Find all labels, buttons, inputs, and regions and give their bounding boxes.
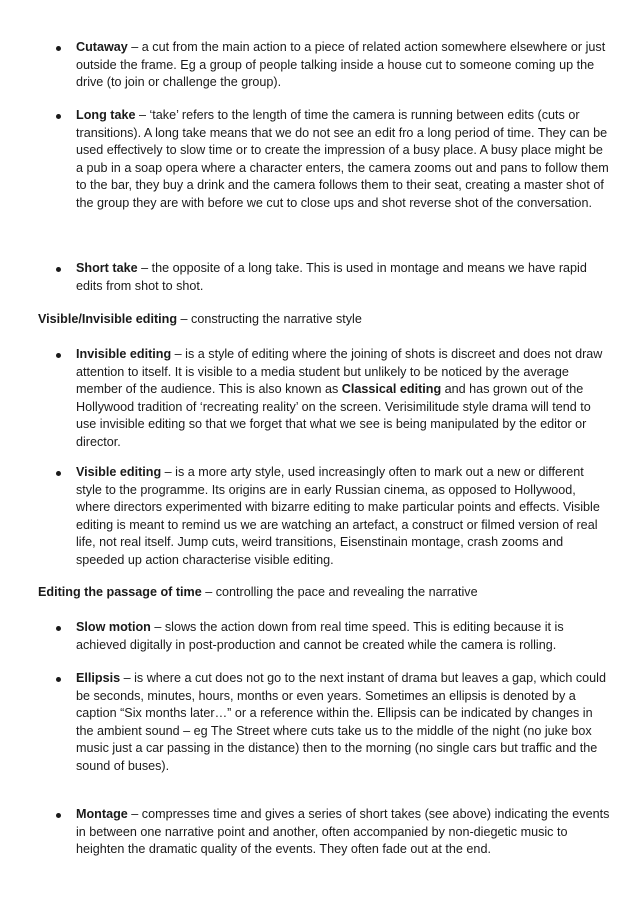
definition-invisible-a: – is a style of editing where the joining of shots is discreet and does not draw attention to itself. It is visible to a media student but unlikely to be noticed by the average member of the audience. This is also known as [76,347,603,397]
section-heading-passage-of-time [38,584,618,602]
term-short-take: Short take [76,261,138,275]
term-ellipsis: Ellipsis [76,671,121,685]
bullet-icon [56,353,61,358]
term-slow-motion: Slow motion [76,620,151,634]
list-item-short-take [56,260,611,295]
term-invisible-editing: Invisible editing [76,347,172,361]
heading-term: Editing the passage of time [38,585,202,599]
list-item-long-take [56,107,611,213]
term-long-take: Long take [76,108,136,122]
definition-cutaway: – a cut from the main action to a piece of related action somewhere elsewhere or just outside the frame. Eg a group of people talking inside a house cut to someone coming up the drive (to join or challenge the group). [76,40,606,90]
term-visible-editing: Visible editing [76,465,162,479]
bullet-icon [56,267,61,272]
term-montage: Montage [76,807,128,821]
heading-term: Visible/Invisible editing [38,312,178,326]
bullet-icon [56,46,61,51]
term-cutaway: Cutaway [76,40,128,54]
list-item-slow-motion [56,619,611,654]
definition-ellipsis: – is where a cut does not go to the next instant of drama but leaves a gap, which could be seconds, minutes, hours, months or even years. Sometimes an ellipsis is denoted by a caption “Six months later…” or a reference within the. Ellipsis can be indicated by changes in the ambient sound – eg The Street where cuts take us to the middle of the night (no juke box music just a car passing in the distance) then to the morning (no single cars but traffic and the sound of buses). [76,671,606,773]
list-item-visible-editing [56,464,611,570]
definition-visible-editing: – is a more arty style, used increasingly often to mark out a new or different style to the programme. Its origins are in early Russian cinema, as opposed to Hollywood, where directors experimented with bizarre editing to make particular points and effects. Visible editing is meant to remind us we are watching an artefact, a construct or filmed version of real life, not real itself. Jump cuts, weird transitions, Eisenstinain montage, crash zooms and speeded up action characterise visible editing. [76,465,600,567]
term-classical-editing: Classical editing [341,382,442,397]
definition-long-take: – ‘take’ refers to the length of time the camera is running between edits (cuts or transitions). A long take means that we do not see an edit fro a long period of time. They can be used effectively to slow time or to create the impression of a busy place. A busy place might be a pub in a soap opera where a character enters, the camera zooms out and pans to follow them to the bar, they buy a drink and the camera follows them to their seat, creating a master shot of the group they are with before we cut to close ups and shot reverse shot of the conversation. [76,108,609,210]
list-item-ellipsis [56,670,611,776]
bullet-icon [56,813,61,818]
bullet-icon [56,114,61,119]
list-item-invisible-editing [56,346,611,452]
definition-invisible-b: and has grown out of the Hollywood tradition of ‘recreating reality’ on the screen. Verisimilitude style drama will tend to use invisible editing so that we forget that what we see is being manipulated by the editor or director. [76,382,591,449]
section-heading-visible-invisible [38,311,618,329]
list-item-montage [56,806,611,859]
bullet-icon [56,626,61,631]
heading-subtitle: – constructing the narrative style [177,312,362,326]
bullet-icon [56,471,61,476]
heading-subtitle: – controlling the pace and revealing the narrative [201,585,478,599]
definition-short-take: – the opposite of a long take. This is used in montage and means we have rapid edits from shot to shot. [76,261,587,293]
list-item-cutaway [56,39,611,92]
bullet-icon [56,677,61,682]
definition-slow-motion: – slows the action down from real time speed. This is editing because it is achieved digitally in post-production and cannot be created while the camera is rolling. [76,620,564,652]
definition-montage: – compresses time and gives a series of short takes (see above) indicating the events in between one narrative point and another, often accompanied by non-diegetic music to heighten the dramatic quality of the events. They often fade out at the end. [76,807,610,857]
